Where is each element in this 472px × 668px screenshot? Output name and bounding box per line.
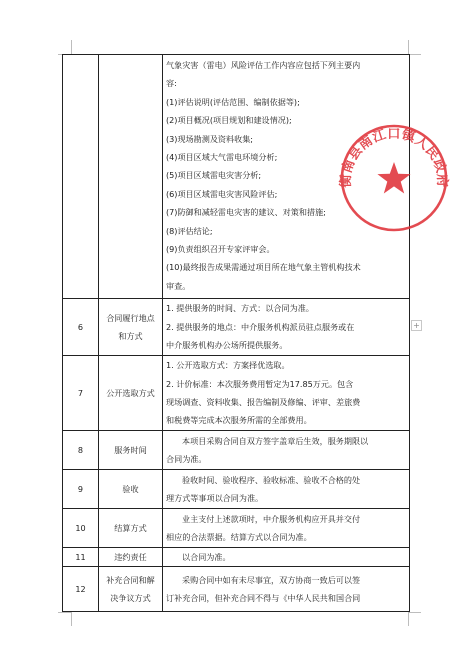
content-line: 2. 计价标准：本次服务费用暂定为17.85万元。包含 [166,378,354,389]
content-line: 现场调查、资料收集、报告编制及修编、评审、差旅费 [166,397,361,407]
official-seal [334,112,454,240]
row-label-cell [99,356,163,431]
content-line: 2. 提供服务的地点：中介服务机构派员驻点服务或在 [166,321,355,332]
content-line: 和税费等完成本次服务所需的全部费用。 [166,415,312,426]
content-line: 本项目采购合同自双方签字盖章后生效，服务期限以 [182,435,369,446]
content-line: 气象灾害（雷电）风险评估工作内容应包括下列主要内 [166,60,361,70]
content-line: (5)项目区域雷电灾害分析; [166,170,262,181]
content-line: 以合同为准。 [182,552,231,562]
row-content-cell [163,548,410,567]
row-number: 7 [63,356,99,431]
content-line: 容: [166,78,177,89]
content-line: (9)负责组织召开专家评审会。 [166,244,275,255]
row-number: 6 [63,299,99,356]
row-label-cell [99,548,163,567]
row-number-cell [63,55,99,299]
content-line: (8)评估结论; [166,225,213,236]
row-label: 和方式 [118,331,143,341]
content-line: (1)评估说明(评估范围、编制依据等); [166,96,300,107]
content-line: 1. 公开选取方式：方案择优选取。 [166,360,290,371]
row-label: 决争议方式 [110,593,151,604]
table-row [63,509,410,548]
row-content-cell [163,567,410,612]
row-content-cell [163,299,410,356]
row-label-cell [99,509,163,548]
row-label: 合同履行地点 [106,313,155,323]
content-line: 合同为准。 [166,454,207,464]
row-label: 违约责任 [114,552,147,563]
table-row [63,567,410,612]
row-label-cell [99,431,163,470]
table-row [63,431,410,470]
content-line: (6)项目区域雷电灾害风险评估; [166,188,278,199]
content-line: (3)现场勘测及资料收集; [166,133,254,144]
row-number: 9 [63,470,99,509]
content-line: (7)防御和减轻雷电灾害的建议、对策和措施; [166,207,326,218]
row-content-cell [163,356,410,431]
row-number: 8 [63,431,99,470]
content-line: 验收时间、验收程序、验收标准、验收不合格的处 [182,474,361,485]
crop-mark [408,40,409,54]
table-row [63,356,410,431]
row-label-cell [99,470,163,509]
row-number: 12 [63,567,99,612]
table-row [63,470,410,509]
seal-text: 衡南县南江口镇人民政府 [338,126,450,188]
row-label: 服务时间 [114,445,147,455]
crop-mark [408,612,409,626]
row-content-cell [163,509,410,548]
content-line: 业主支付上述款项时，中介服务机构应开具并交付 [182,513,361,524]
row-number: 10 [63,509,99,548]
row-label: 结算方式 [114,523,147,533]
row-label: 补充合同和解 [106,575,155,586]
content-line: (4)项目区域大气雷电环境分析; [166,152,278,163]
row-content-cell [163,431,410,470]
content-line: 1. 提供服务的时间、方式：以合同为准。 [166,303,314,314]
row-content-cell [163,470,410,509]
crop-mark [71,40,72,54]
content-line: 相应的合法票据。结算方式以合同为准。 [166,532,312,542]
table-row [63,299,410,356]
star-icon [377,162,410,194]
row-number: 11 [63,548,99,567]
content-line: 采购合同中如有未尽事宜，双方协商一致后可以签 [182,575,361,585]
row-label: 公开选取方式 [106,388,155,398]
crop-mark [71,612,72,626]
content-line: 中介服务机构办公场所提供服务。 [166,340,288,351]
row-label-cell [99,567,163,612]
content-line: 订补充合同，但补充合同不得与《中华人民共和国合同 [166,593,361,604]
table-row [63,548,410,567]
content-line: 理方式等事项以合同为准。 [166,493,264,503]
row-label: 验收 [122,484,139,494]
content-line: (2)项目概况(项目规划和建设情况); [166,115,292,126]
content-line: (10)最终报告成果需通过项目所在地气象主管机构技术 [166,262,361,273]
row-label-cell [99,299,163,356]
content-line: 审查。 [166,280,191,291]
row-label-cell [99,55,163,299]
plus-icon[interactable]: + [411,320,422,331]
